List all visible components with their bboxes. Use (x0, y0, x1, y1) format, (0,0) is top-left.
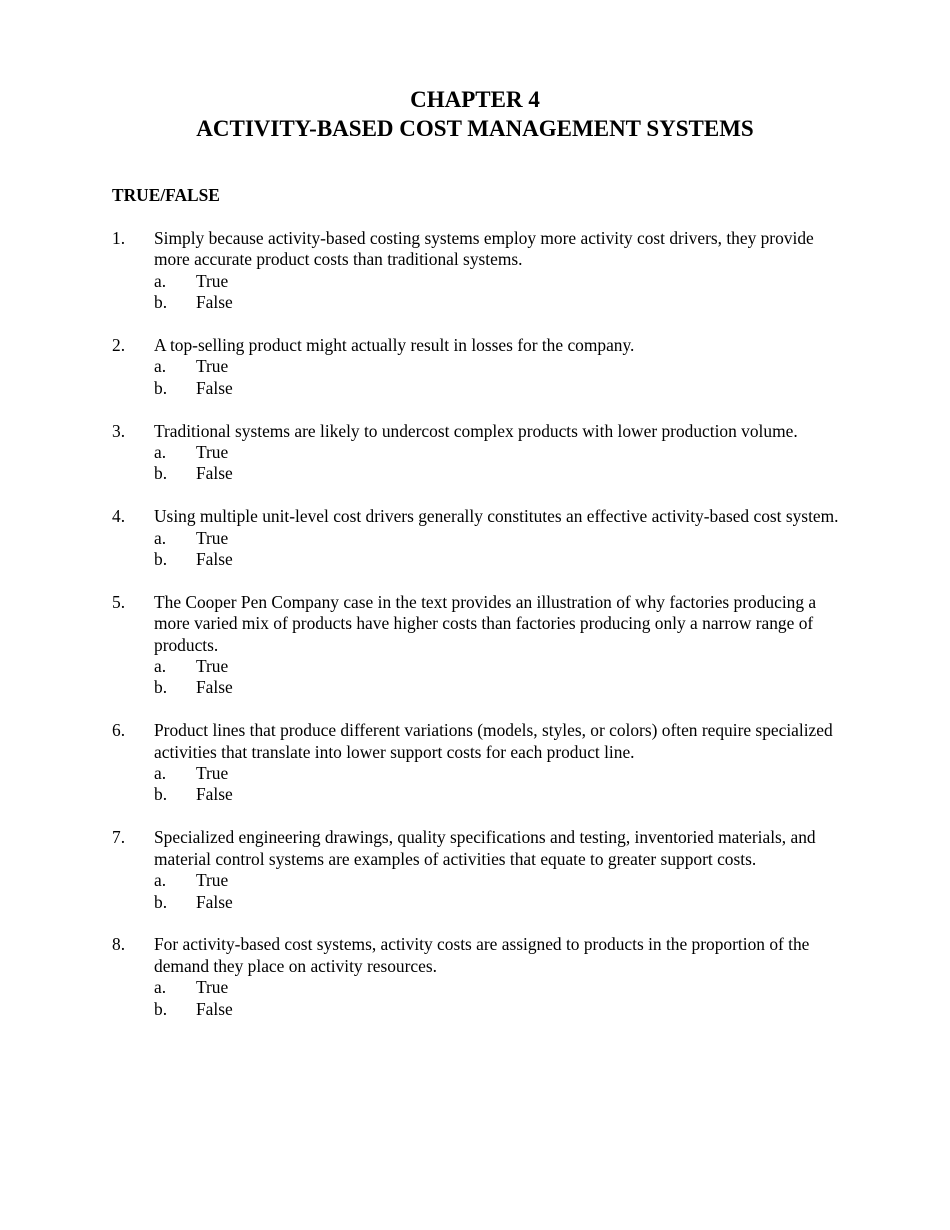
option-letter: b. (154, 784, 168, 805)
question-8 (112, 934, 842, 1020)
option-letter: a. (154, 442, 167, 463)
option-text: True (196, 763, 229, 784)
option-false (154, 892, 842, 913)
option-text: True (196, 442, 229, 463)
question-text: Simply because activity-based costing systems employ more activity cost drivers, they provide more accurate product costs than traditional systems. (154, 228, 814, 270)
question-4 (112, 506, 842, 570)
option-letter: a. (154, 763, 167, 784)
option-letter: b. (154, 549, 168, 570)
question-number: 7. (112, 827, 126, 848)
chapter-title (0, 85, 950, 143)
question-number: 5. (112, 591, 126, 612)
chapter-name: ACTIVITY-BASED COST MANAGEMENT SYSTEMS (196, 116, 754, 141)
option-true (154, 870, 842, 891)
option-letter: a. (154, 656, 167, 677)
question-text: The Cooper Pen Company case in the text provides an illustration of why factories producing a more varied mix of products have higher costs than factories producing only a narrow range of products. (154, 591, 817, 655)
answer-options (112, 528, 842, 571)
option-text: False (196, 549, 233, 570)
answer-options (112, 763, 842, 806)
question-number: 6. (112, 720, 126, 741)
question-3 (112, 421, 842, 485)
option-letter: a. (154, 870, 167, 891)
answer-options (112, 442, 842, 485)
answer-options (112, 271, 842, 314)
option-letter: b. (154, 891, 168, 912)
section-heading: TRUE/FALSE (112, 185, 220, 205)
question-text: A top-selling product might actually result in losses for the company. (154, 335, 635, 356)
option-false (154, 549, 842, 570)
question-text: Product lines that produce different variations (models, styles, or colors) often require specialized activities that translate into lower support costs for each product line. (154, 720, 833, 762)
question-number: 1. (112, 228, 126, 248)
option-text: False (196, 292, 233, 313)
option-true (154, 763, 842, 784)
question-7 (112, 827, 842, 913)
option-text: False (196, 998, 233, 1019)
option-text: False (196, 463, 233, 484)
option-false (154, 677, 842, 698)
option-true (154, 356, 842, 377)
option-text: True (196, 870, 229, 891)
question-list (112, 228, 842, 1041)
option-text: False (196, 677, 233, 698)
answer-options (112, 656, 842, 699)
option-letter: a. (154, 270, 167, 291)
option-text: True (196, 356, 229, 377)
option-true (154, 442, 842, 463)
option-true (154, 977, 842, 998)
question-5 (112, 592, 842, 699)
chapter-number: CHAPTER 4 (410, 87, 540, 112)
question-text: Traditional systems are likely to undercost complex products with lower production volume. (154, 420, 798, 441)
option-letter: b. (154, 292, 168, 313)
option-text: True (196, 656, 229, 677)
option-text: False (196, 784, 233, 805)
question-2 (112, 335, 842, 399)
answer-options (112, 977, 842, 1020)
option-letter: a. (154, 356, 167, 377)
option-false (154, 999, 842, 1020)
answer-options (112, 870, 842, 913)
option-letter: a. (154, 527, 167, 548)
option-false (154, 784, 842, 805)
option-text: True (196, 527, 229, 548)
option-text: True (196, 270, 229, 291)
question-number: 2. (112, 335, 126, 356)
option-text: True (196, 977, 229, 998)
option-true (154, 528, 842, 549)
option-text: False (196, 377, 233, 398)
question-number: 4. (112, 506, 126, 527)
answer-options (112, 356, 842, 399)
question-text: Specialized engineering drawings, quality specifications and testing, inventoried materials, and material control systems are examples of activities that equate to greater support costs. (154, 827, 816, 869)
option-true (154, 271, 842, 292)
option-false (154, 292, 842, 313)
option-false (154, 463, 842, 484)
option-letter: b. (154, 463, 168, 484)
option-letter: a. (154, 977, 167, 998)
option-text: False (196, 891, 233, 912)
option-false (154, 378, 842, 399)
option-letter: b. (154, 677, 168, 698)
question-number: 8. (112, 934, 126, 955)
question-1 (112, 228, 842, 314)
question-text: For activity-based cost systems, activity costs are assigned to products in the proportion of the demand they place on activity resources. (154, 934, 810, 976)
option-letter: b. (154, 998, 168, 1019)
option-true (154, 656, 842, 677)
option-letter: b. (154, 377, 168, 398)
question-number: 3. (112, 420, 126, 441)
question-text: Using multiple unit-level cost drivers generally constitutes an effective activity-based cost system. (154, 506, 839, 527)
question-6 (112, 720, 842, 806)
